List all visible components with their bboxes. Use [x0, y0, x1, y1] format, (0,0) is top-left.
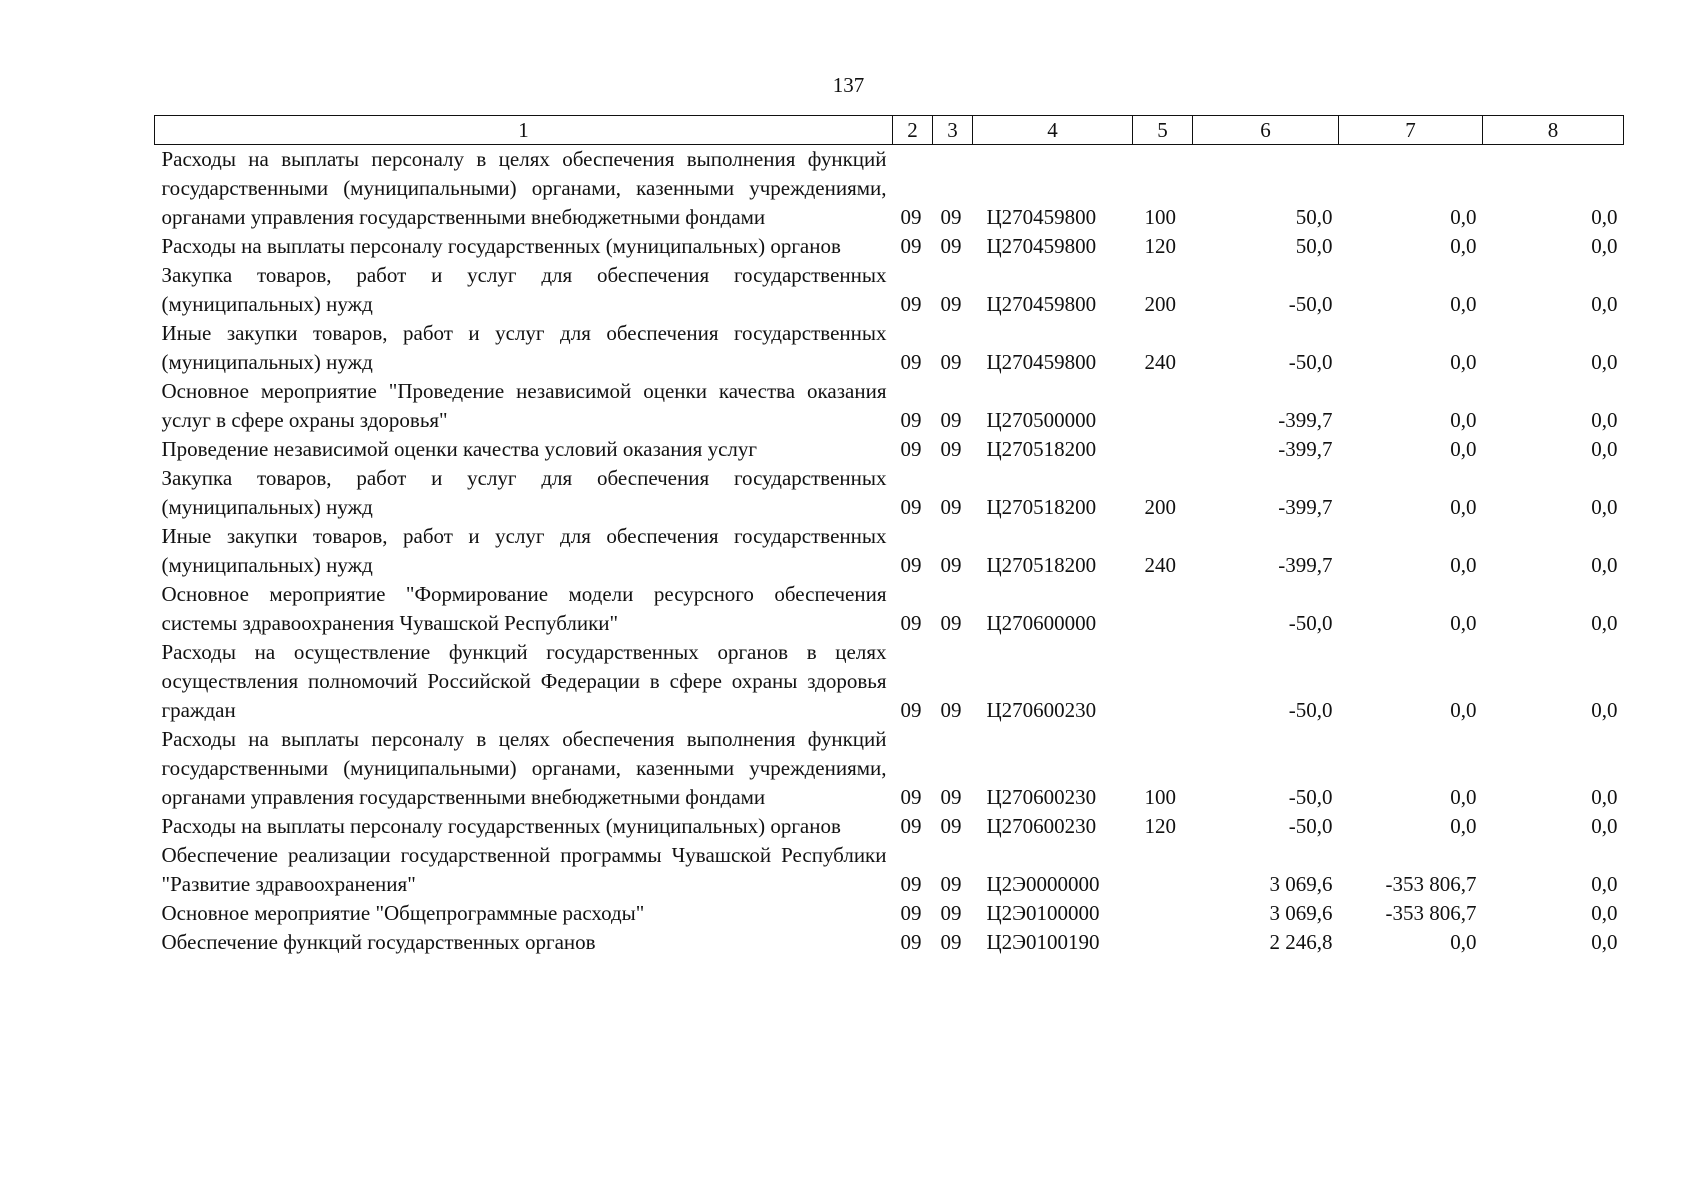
row-amount-col8: 0,0 [1591, 292, 1618, 316]
row-name: Закупка товаров, работ и услуг для обеспечения государственных (муниципальных) нужд [161, 263, 887, 316]
row-name: Иные закупки товаров, работ и услуг для обеспечения государственных (муниципальных) нужд [161, 321, 887, 374]
row-name: Основное мероприятие "Общепрограммные расходы" [161, 901, 645, 925]
row-amount-col8: 0,0 [1591, 437, 1618, 461]
row-expense-type [1133, 580, 1193, 638]
row-subsection: 09 [940, 234, 962, 258]
row-section: 09 [900, 901, 922, 925]
row-name: Расходы на осуществление функций государственных органов в целях осуществления полномочий Российской Федерации в сфере охраны здоровья граждан [161, 640, 887, 722]
header-col-4: 4 [973, 116, 1133, 145]
row-subsection: 09 [940, 785, 962, 809]
row-amount-col7: -353 806,7 [1385, 872, 1477, 896]
table-row [155, 464, 1624, 522]
header-col-1: 1 [155, 116, 893, 145]
header-col-8: 8 [1483, 116, 1624, 145]
row-target-article: Ц2Э0000000 [986, 872, 1100, 896]
row-name: Иные закупки товаров, работ и услуг для обеспечения государственных (муниципальных) нужд [161, 524, 887, 577]
row-target-article: Ц270459800 [986, 292, 1097, 316]
row-expense-type: 100 [1144, 785, 1176, 809]
row-amount-col6: -399,7 [1278, 495, 1333, 519]
table-row [155, 928, 1624, 957]
row-amount-col8: 0,0 [1591, 785, 1618, 809]
row-amount-col8: 0,0 [1591, 930, 1618, 954]
table-row [155, 841, 1624, 899]
row-amount-col8: 0,0 [1591, 350, 1618, 374]
row-subsection: 09 [940, 930, 962, 954]
row-name: Основное мероприятие "Проведение независимой оценки качества оказания услуг в сфере охраны здоровья" [161, 379, 887, 432]
row-subsection: 09 [940, 495, 962, 519]
row-amount-col7: 0,0 [1450, 698, 1477, 722]
table-row [155, 522, 1624, 580]
row-amount-col7: 0,0 [1450, 553, 1477, 577]
row-amount-col6: -399,7 [1278, 408, 1333, 432]
row-target-article: Ц270500000 [986, 408, 1097, 432]
row-amount-col7: 0,0 [1450, 611, 1477, 635]
row-amount-col8: 0,0 [1591, 872, 1618, 896]
row-amount-col8: 0,0 [1591, 611, 1618, 635]
row-amount-col6: 2 246,8 [1269, 930, 1333, 954]
row-name: Основное мероприятие "Формирование модели ресурсного обеспечения системы здравоохранения Чувашской Республики" [161, 582, 887, 635]
table-row [155, 319, 1624, 377]
table-row [155, 580, 1624, 638]
row-subsection: 09 [940, 437, 962, 461]
row-amount-col8: 0,0 [1591, 814, 1618, 838]
row-expense-type: 100 [1144, 205, 1176, 229]
row-target-article: Ц270600230 [986, 785, 1097, 809]
row-target-article: Ц270518200 [986, 553, 1097, 577]
row-amount-col6: -50,0 [1288, 785, 1333, 809]
row-expense-type [1133, 928, 1193, 957]
row-expense-type: 200 [1144, 292, 1176, 316]
table-header-row [155, 116, 1624, 145]
row-section: 09 [900, 234, 922, 258]
row-section: 09 [900, 292, 922, 316]
row-name: Расходы на выплаты персоналу в целях обеспечения выполнения функций государственными (муниципальными) органами, казенными учреждениями, органами управления государственными внебюджетными фондами [161, 727, 887, 809]
row-amount-col6: -50,0 [1288, 350, 1333, 374]
table-row [155, 435, 1624, 464]
row-subsection: 09 [940, 814, 962, 838]
row-expense-type: 240 [1144, 350, 1176, 374]
row-amount-col6: -50,0 [1288, 698, 1333, 722]
row-subsection: 09 [940, 872, 962, 896]
budget-table [154, 115, 1624, 957]
header-col-7: 7 [1339, 116, 1483, 145]
row-amount-col8: 0,0 [1591, 495, 1618, 519]
table-row [155, 725, 1624, 812]
row-amount-col6: 50,0 [1295, 205, 1333, 229]
row-target-article: Ц2Э0100000 [986, 901, 1100, 925]
row-amount-col8: 0,0 [1591, 408, 1618, 432]
row-name: Закупка товаров, работ и услуг для обеспечения государственных (муниципальных) нужд [161, 466, 887, 519]
table-row [155, 638, 1624, 725]
row-section: 09 [900, 408, 922, 432]
row-name: Обеспечение реализации государственной программы Чувашской Республики "Развитие здравоохранения" [161, 843, 887, 896]
row-subsection: 09 [940, 292, 962, 316]
row-expense-type [1133, 638, 1193, 725]
row-target-article: Ц270600000 [986, 611, 1097, 635]
row-section: 09 [900, 698, 922, 722]
row-subsection: 09 [940, 611, 962, 635]
row-name: Проведение независимой оценки качества условий оказания услуг [161, 437, 758, 461]
row-expense-type [1133, 899, 1193, 928]
row-expense-type: 240 [1144, 553, 1176, 577]
header-col-5: 5 [1133, 116, 1193, 145]
header-col-6: 6 [1193, 116, 1339, 145]
row-section: 09 [900, 930, 922, 954]
row-amount-col7: 0,0 [1450, 408, 1477, 432]
row-expense-type: 120 [1144, 234, 1176, 258]
row-amount-col6: -50,0 [1288, 814, 1333, 838]
row-amount-col8: 0,0 [1591, 698, 1618, 722]
row-amount-col7: 0,0 [1450, 814, 1477, 838]
row-subsection: 09 [940, 901, 962, 925]
page-number: 137 [832, 73, 865, 97]
row-section: 09 [900, 872, 922, 896]
row-section: 09 [900, 611, 922, 635]
row-amount-col6: -50,0 [1288, 611, 1333, 635]
row-section: 09 [900, 437, 922, 461]
row-expense-type [1133, 435, 1193, 464]
row-amount-col6: 3 069,6 [1269, 901, 1333, 925]
row-amount-col6: -50,0 [1288, 292, 1333, 316]
row-amount-col7: 0,0 [1450, 205, 1477, 229]
row-amount-col7: 0,0 [1450, 292, 1477, 316]
row-name: Расходы на выплаты персоналу государственных (муниципальных) органов [161, 234, 841, 258]
table-row [155, 377, 1624, 435]
row-target-article: Ц270459800 [986, 205, 1097, 229]
row-amount-col8: 0,0 [1591, 553, 1618, 577]
row-section: 09 [900, 814, 922, 838]
row-target-article: Ц2Э0100190 [986, 930, 1100, 954]
row-expense-type: 120 [1144, 814, 1176, 838]
row-section: 09 [900, 785, 922, 809]
row-amount-col6: 50,0 [1295, 234, 1333, 258]
row-name: Обеспечение функций государственных органов [161, 930, 596, 954]
row-amount-col7: 0,0 [1450, 495, 1477, 519]
table-row [155, 261, 1624, 319]
row-expense-type [1133, 377, 1193, 435]
row-target-article: Ц270459800 [986, 234, 1097, 258]
row-target-article: Ц270600230 [986, 698, 1097, 722]
row-expense-type: 200 [1144, 495, 1176, 519]
row-section: 09 [900, 495, 922, 519]
row-amount-col7: 0,0 [1450, 234, 1477, 258]
row-section: 09 [900, 553, 922, 577]
row-amount-col8: 0,0 [1591, 205, 1618, 229]
row-amount-col7: 0,0 [1450, 930, 1477, 954]
row-amount-col7: 0,0 [1450, 437, 1477, 461]
row-subsection: 09 [940, 205, 962, 229]
table-body [155, 145, 1624, 958]
header-col-3: 3 [933, 116, 973, 145]
row-target-article: Ц270518200 [986, 495, 1097, 519]
table-row [155, 145, 1624, 233]
row-amount-col7: -353 806,7 [1385, 901, 1477, 925]
row-amount-col7: 0,0 [1450, 785, 1477, 809]
row-subsection: 09 [940, 350, 962, 374]
row-subsection: 09 [940, 408, 962, 432]
row-target-article: Ц270600230 [986, 814, 1097, 838]
row-amount-col8: 0,0 [1591, 901, 1618, 925]
row-amount-col6: 3 069,6 [1269, 872, 1333, 896]
row-expense-type [1133, 841, 1193, 899]
row-name: Расходы на выплаты персоналу государственных (муниципальных) органов [161, 814, 841, 838]
table-row [155, 232, 1624, 261]
row-name: Расходы на выплаты персоналу в целях обеспечения выполнения функций государственными (муниципальными) органами, казенными учреждениями, органами управления государственными внебюджетными фондами [161, 147, 887, 229]
row-section: 09 [900, 350, 922, 374]
table-row [155, 812, 1624, 841]
row-amount-col6: -399,7 [1278, 437, 1333, 461]
row-amount-col8: 0,0 [1591, 234, 1618, 258]
row-subsection: 09 [940, 698, 962, 722]
row-target-article: Ц270459800 [986, 350, 1097, 374]
header-col-2: 2 [893, 116, 933, 145]
row-section: 09 [900, 205, 922, 229]
row-target-article: Ц270518200 [986, 437, 1097, 461]
row-amount-col7: 0,0 [1450, 350, 1477, 374]
row-amount-col6: -399,7 [1278, 553, 1333, 577]
row-subsection: 09 [940, 553, 962, 577]
table-row [155, 899, 1624, 928]
